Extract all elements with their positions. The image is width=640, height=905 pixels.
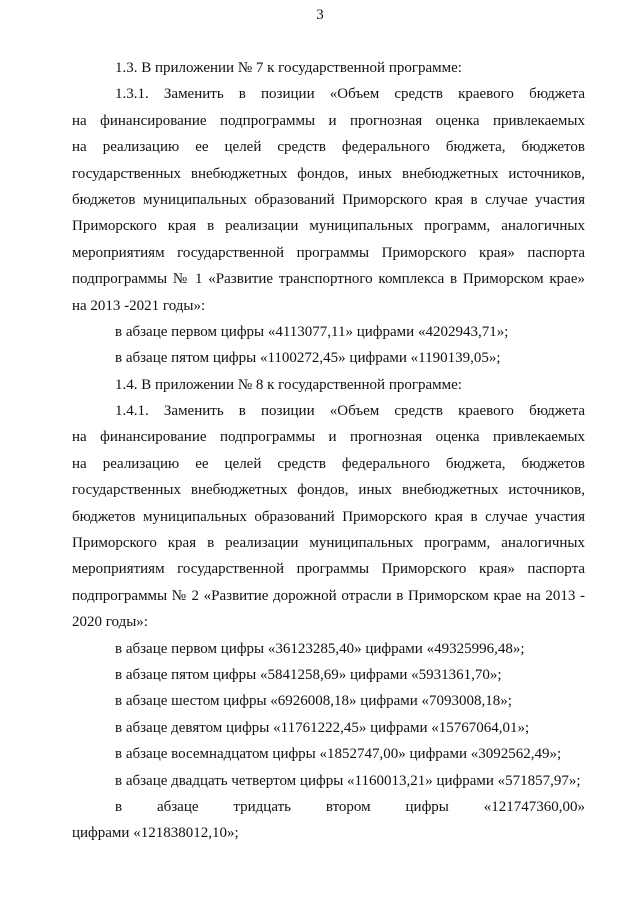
text-line: государственных внебюджетных фондов, иных внебюджетных источников, [72, 482, 585, 499]
text-line: бюджетов муниципальных образований Приморского края в случае участия [72, 508, 585, 525]
text-line: в абзаце пятом цифры «5841258,69» цифрами «5931361,70»; [115, 666, 502, 683]
text-line: на финансирование подпрограммы и прогнозная оценка привлекаемых [72, 112, 585, 129]
text-line: на реализацию ее целей средств федерального бюджета, бюджетов [72, 139, 585, 156]
page-number: 3 [316, 7, 324, 23]
text-line: в абзаце первом цифры «4113077,11» цифрами «4202943,71»; [115, 323, 509, 340]
text-line: 1.3. В приложении № 7 к государственной программе: [115, 60, 462, 76]
text-line: в абзаце пятом цифры «1100272,45» цифрами «1190139,05»; [115, 350, 501, 367]
text-line: в абзаце тридцать втором цифры «121747360,00» [115, 798, 585, 815]
text-line: государственных внебюджетных фондов, иных внебюджетных источников, [72, 165, 585, 182]
text-line: на 2013 -2021 годы»: [72, 297, 206, 314]
text-line: мероприятиям государственной программы Приморского края» паспорта [72, 561, 585, 578]
text-line: в абзаце двадцать четвертом цифры «1160013,21» цифрами «571857,97»; [115, 772, 581, 789]
text-line: 1.3.1. Заменить в позиции «Объем средств краевого бюджета [115, 86, 585, 103]
text-line: цифрами «121838012,10»; [72, 825, 239, 842]
text-line: в абзаце девятом цифры «11761222,45» цифрами «15767064,01»; [115, 719, 530, 736]
text-line: Приморского края в реализации муниципальных программ, аналогичных [72, 218, 585, 235]
text-line: подпрограммы № 1 «Развитие транспортного комплекса в Приморском крае» [72, 271, 585, 288]
text-line: на финансирование подпрограммы и прогнозная оценка привлекаемых [72, 429, 585, 446]
text-line: в абзаце первом цифры «36123285,40» цифрами «49325996,48»; [115, 640, 525, 657]
text-line: в абзаце шестом цифры «6926008,18» цифрами «7093008,18»; [115, 693, 512, 710]
text-line: в абзаце восемнадцатом цифры «1852747,00» цифрами «3092562,49»; [115, 746, 562, 763]
text-line: бюджетов муниципальных образований Приморского края в случае участия [72, 191, 585, 208]
text-line: 1.4.1. Заменить в позиции «Объем средств краевого бюджета [115, 403, 585, 420]
text-line: Приморского края в реализации муниципальных программ, аналогичных [72, 535, 585, 552]
text-line: 2020 годы»: [72, 614, 148, 631]
document-body [72, 55, 585, 847]
text-line: мероприятиям государственной программы Приморского края» паспорта [72, 244, 585, 261]
text-line: 1.4. В приложении № 8 к государственной программе: [115, 376, 462, 393]
text-line: подпрограммы № 2 «Развитие дорожной отрасли в Приморском крае на 2013 - [72, 587, 585, 604]
text-line: на реализацию ее целей средств федерального бюджета, бюджетов [72, 455, 585, 472]
